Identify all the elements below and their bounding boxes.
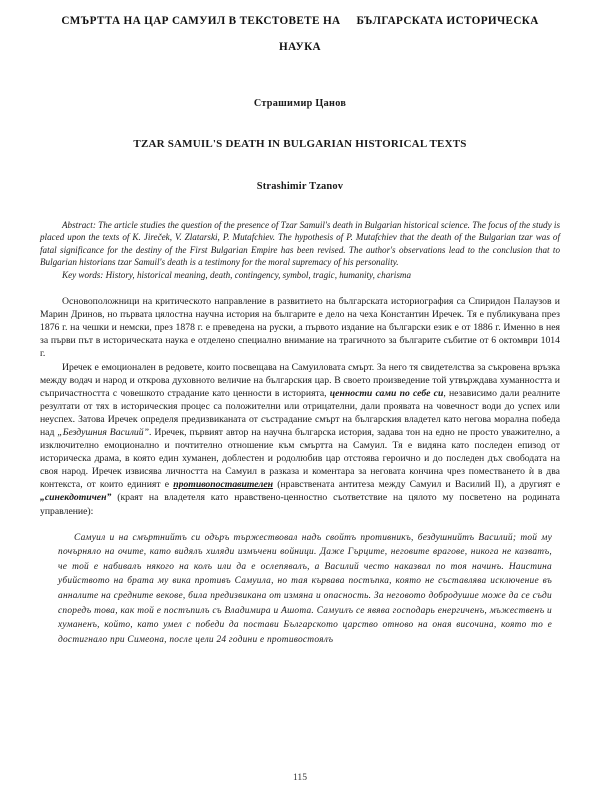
body-p2-segment-d: (нравствената антитеза между Самуил и Василий II), а другият е: [273, 479, 560, 491]
body-p2-segment-e: (краят на владетеля като нравствено-ценностно съответствие на цялото му посветено на родината управление):: [40, 492, 560, 517]
title-cyrillic-line1-left: СМЪРТТА НА ЦАР САМУИЛ В ТЕКСТОВЕТЕ НА: [61, 15, 341, 27]
body-p2-emphasis-1: ценности сами по себе си: [329, 387, 444, 399]
quotation-text: Самуил и на смъртнийтъ си одъръ тържествовал надъ свойтъ противникъ, бездушнийтъ Василий; той му почърняло на очите, като видялъ хиляди измъчени войници. Даже Гърците, неговите врагове, никога не казватъ, че той е набивалъ някого на колъ или да е ослепявалъ, а Василий често наказвал по тоя начинъ. Наистина убийството на брата му вика противъ Самуила, но тая кървава постъпка, която не съставлява исключение въ анналите на средните векове, била предизвикана от измяна и опасность. За неговото добродушие може да се съди споредъ това, как той е постъпилъ съ Владимира и Ашота. Самуилъ се явява господарь енергиченъ, мъжественъ и хуманенъ, който, като умел с победи да постави Българското царство отново на оная височина, която то е достигнало при Симеона, после цели 24 години е противостоялъ: [58, 532, 552, 645]
quotation-block: [58, 531, 552, 648]
body-p2-quoted-epithet: „Бездушния Василий”: [57, 426, 149, 438]
abstract-label: Abstract:: [62, 220, 96, 230]
keywords-paragraph: [40, 269, 560, 281]
author-name-latin: Strashimir Tzanov: [256, 181, 344, 192]
keywords-text: History, historical meaning, death, contingency, symbol, tragic, humanity, charisma: [103, 269, 411, 280]
abstract-block: [40, 219, 560, 281]
page-title-english: TZAR SAMUIL'S DEATH IN BULGARIAN HISTORICAL TEXTS: [133, 138, 467, 150]
title-cyrillic-line2: НАУКА: [279, 41, 321, 53]
body-p2-emphasis-2: противопоставителен: [173, 479, 274, 491]
body-paragraph-1: Основоположници на критическото направление в развитието на българската историография са Спиридон Палаузов и Марин Дринов, но първата цялостна научна история на българите е дело на чеха Константин Иречек. Тя е публикувана през 1876 г. на чешки и немски, през 1878 г. е преведена на руски, а първото издание на български език е от 1886 г. Именно в нея за първи път в историческата наука е отделено специално внимание на трагичното за българите събитие от 6 октомври 1014 г.: [40, 296, 560, 360]
body-block: [40, 295, 560, 518]
keywords-label: Key words:: [62, 269, 104, 280]
page-title: [40, 8, 560, 60]
body-p2-emphasis-3: „синекдотичен”: [40, 492, 112, 504]
body-p2-segment-c: . Иречек, първият автор на научна българска история, задава тон на едно не просто уважително, а изключително емоционално и почтително отношение към смъртта на Самуил. Тя е видяна като последен епизод от историческа драма, в която един хуманен, доблестен и родолюбив цар отстоява героично и до последен дъх свободата на своя народ. Иречек извисява личността на Самуил в разказа и коментара за неговата кончина чрез поместването ѝ в два контекста, от които единият е: [40, 426, 560, 491]
page-number: 115: [292, 772, 308, 783]
author-name-cyrillic: Страшимир Цанов: [253, 98, 347, 109]
body-p2-segment-a: Иречек е емоционален в редовете, които посвещава на Самуиловата смърт. За него тя свидетелства за съкровена връзка между водач и народ и открова духовното величие на българския цар. В своето произведение той утвърждава хуманността и съпричастността с човешкото страдание като ценности в историята,: [40, 361, 560, 399]
body-paragraph-2: [40, 361, 560, 518]
title-cyrillic-line1-right: БЪЛГАРСКАТА ИСТОРИЧЕСКА: [356, 15, 539, 27]
abstract-text: The article studies the question of the presence of Tzar Samuil's death in Bulgarian historical science. The focus of the study is placed upon the texts of K. Jireček, V. Zlatarski, P. Mutafchiev. The hypothesis of P. Mutafchiev that the death of the Bulgarian tzar was of fatal significance for the destiny of the First Bulgarian Empire has been revised. The author's observations lead to the conclusion that to Bulgarian historians tzar Samuil's death is a testimony for the moral supremacy of his personality.: [40, 220, 560, 268]
title-block: [40, 8, 560, 192]
body-p2-segment-b: , независимо дали реалните резултати от тях в историческия процес са положителни или отрицателни, дали проявата на човечност води до успех или неуспех. Затова Иречек определя предизвиканата от състрадание смърт на българския владетел като негова морална победа над: [40, 387, 560, 438]
abstract-paragraph: [40, 219, 560, 269]
